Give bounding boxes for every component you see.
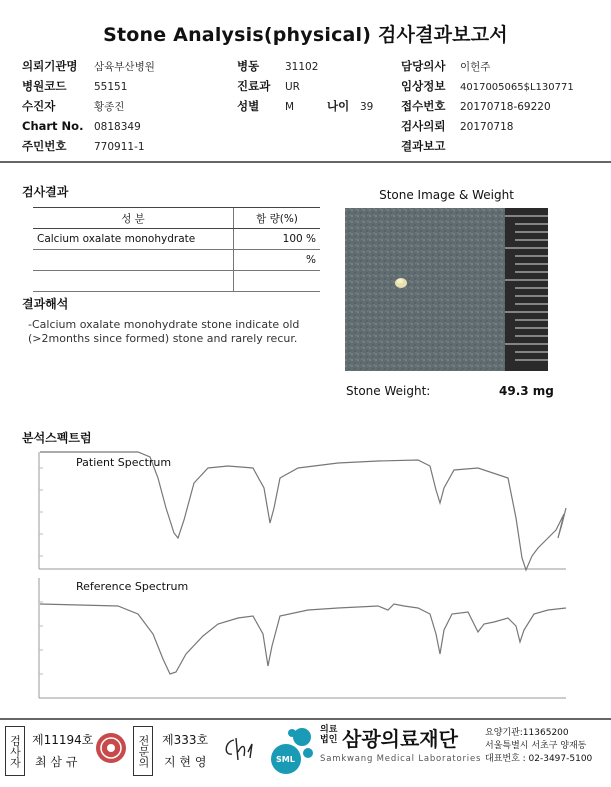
- org-small-label: [320, 725, 337, 745]
- org-small1: 의료: [320, 725, 338, 735]
- specialist-vertical-label: 전문의: [133, 726, 153, 776]
- logo-text: SML: [276, 755, 295, 764]
- field-value: 55151: [94, 81, 128, 93]
- specialist-license: 제333호: [162, 733, 209, 747]
- field-value: 770911-1: [94, 141, 145, 153]
- field-value: 삼육부산병원: [94, 61, 155, 73]
- amount-cell: 100 %: [234, 229, 321, 250]
- table-header-row: [33, 208, 320, 229]
- age-value: 39: [360, 101, 374, 113]
- table-row: [33, 271, 320, 292]
- field-value: 31102: [285, 61, 319, 73]
- component-cell: Calcium oxalate monohydrate: [33, 229, 234, 250]
- results-table: [33, 207, 320, 292]
- examiner-name: 최 삼 규: [35, 755, 78, 769]
- interpretation-section-title: 결과해석: [22, 297, 69, 311]
- institution-code: 요양기관:11365200: [485, 728, 569, 738]
- stone-photo: [345, 208, 548, 371]
- field-value: 이헌주: [460, 61, 491, 73]
- org-contact: [485, 727, 592, 766]
- field-label: 병원코드: [22, 79, 67, 93]
- table-row: [33, 250, 320, 271]
- column-header-amount: 함 량(%): [234, 208, 321, 229]
- interpretation-line: -Calcium oxalate monohydrate stone indicate old: [28, 318, 300, 331]
- component-cell: [33, 250, 234, 271]
- field-value: 0818349: [94, 121, 141, 133]
- reference-spectrum-label: Reference Spectrum: [76, 580, 189, 593]
- signature-icon: [222, 734, 262, 764]
- patient-info-col1: [22, 55, 155, 155]
- field-value: 황종진: [94, 101, 125, 113]
- field-value: 20170718: [460, 121, 514, 133]
- patient-spectrum-label: Patient Spectrum: [76, 456, 172, 469]
- stone-weight-label: Stone Weight:: [346, 384, 431, 398]
- component-cell: [33, 271, 234, 292]
- org-english-name: Samkwang Medical Laboratories: [320, 754, 482, 764]
- org-address: 서울특별시 서초구 양재동: [485, 741, 587, 751]
- field-label: 접수번호: [401, 99, 446, 113]
- field-value: M: [285, 101, 295, 113]
- field-label: 결과보고: [401, 139, 446, 153]
- field-value: 20170718-69220: [460, 101, 551, 113]
- report-title: Stone Analysis(physical) 검사결과보고서: [103, 24, 508, 46]
- spectrum-section-title: 분석스펙트럼: [22, 431, 92, 445]
- field-label: 병동: [237, 59, 260, 73]
- interpretation-line: (>2months since formed) stone and rarely recur.: [28, 332, 298, 345]
- field-label: 검사의뢰: [401, 119, 446, 133]
- field-value: 4017005065$L130771: [460, 82, 574, 93]
- header-divider: [0, 161, 611, 163]
- interpretation-text: [28, 318, 299, 346]
- column-header-component: 성 분: [33, 208, 234, 229]
- patient-info-col2: [237, 55, 373, 115]
- sml-logo-icon: [268, 723, 316, 775]
- stone-image-title: Stone Image & Weight: [379, 188, 514, 202]
- patient-info-col3: [401, 55, 574, 155]
- org-small2: 법인: [320, 735, 338, 745]
- stone-photo-graphic: [345, 208, 548, 371]
- field-label: Chart No.: [22, 119, 84, 133]
- field-label: 성별: [237, 99, 260, 113]
- org-phone: 대표번호 : 02-3497-5100: [485, 754, 593, 764]
- table-row: [33, 229, 320, 250]
- amount-cell: %: [234, 250, 321, 271]
- specialist-name: 지 현 영: [164, 755, 207, 769]
- amount-cell: [234, 271, 321, 292]
- age-label: 나이: [327, 99, 350, 113]
- field-label: 주민번호: [22, 139, 67, 153]
- org-name: 삼광의료재단: [342, 727, 458, 751]
- stone-weight-value: 49.3 mg: [499, 384, 554, 398]
- field-value: UR: [285, 81, 300, 93]
- field-label: 담당의사: [401, 59, 446, 73]
- examiner-license: 제11194호: [32, 733, 94, 747]
- examiner-seal-icon: [94, 731, 128, 765]
- field-label: 의뢰기관명: [22, 59, 78, 73]
- field-label: 임상정보: [401, 79, 446, 93]
- field-label: 수진자: [22, 99, 56, 113]
- field-label: 진료과: [237, 79, 271, 93]
- results-section-title: 검사결과: [22, 185, 69, 199]
- examiner-vertical-label: 검사자: [5, 726, 25, 776]
- footer-divider: [0, 718, 611, 720]
